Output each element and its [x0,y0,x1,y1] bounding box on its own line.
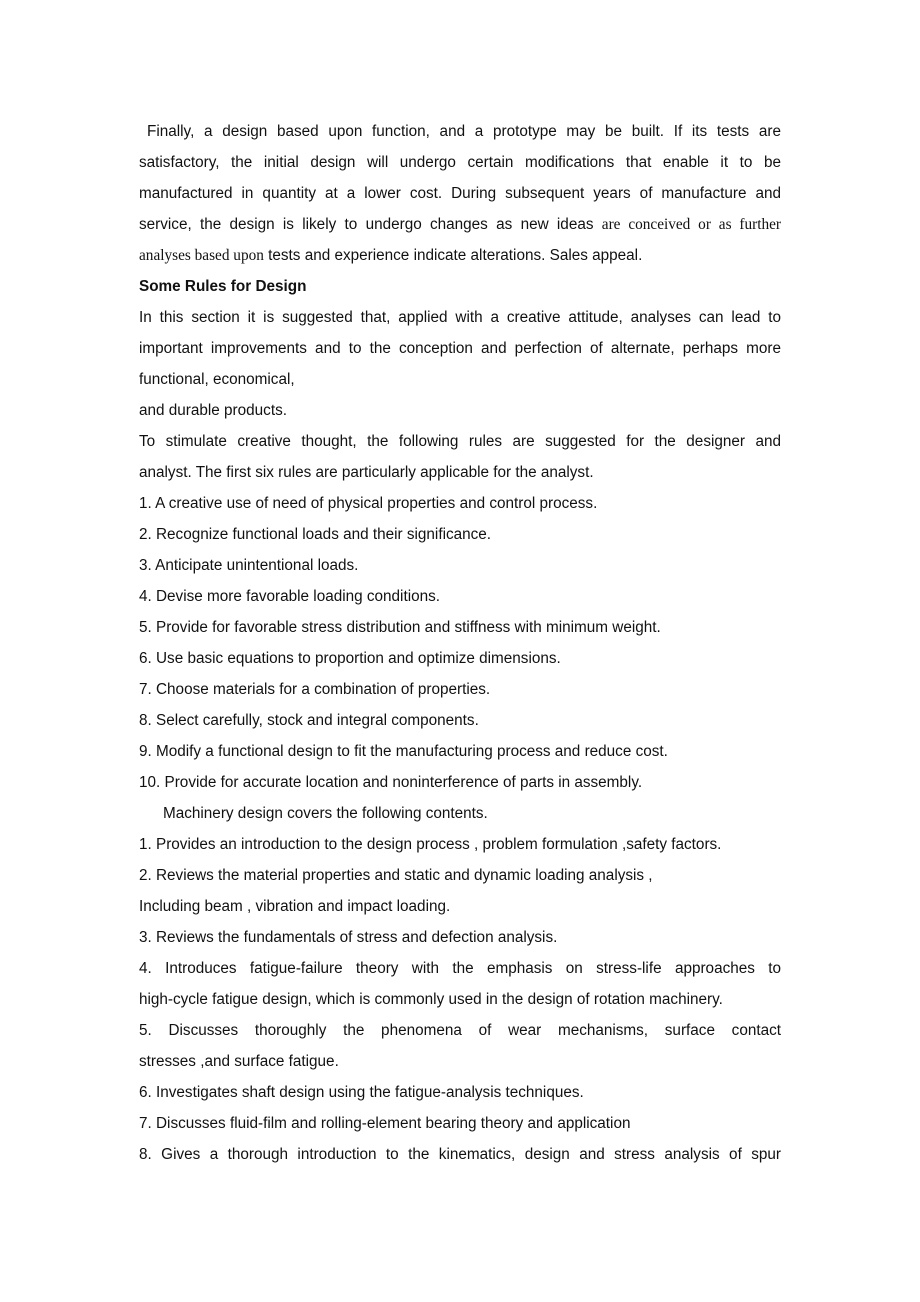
contents-2-b: Including beam , vibration and impact loading. [139,898,451,915]
intro-line-4-a: service, the design is likely to undergo changes as new ideas [139,216,594,233]
section-line-4: and durable products. [139,402,287,419]
section-line-2: important improvements and to the conception and perfection of alternate, perhaps more [139,340,781,357]
contents-5-a: 5. Discusses thoroughly the phenomena of wear mechanisms, surface contact [139,1022,781,1039]
contents-1: 1. Provides an introduction to the design process , problem formulation ,safety factors. [139,836,722,853]
contents-intro: Machinery design covers the following contents. [163,805,488,822]
intro-line-1: Finally, a design based upon function, and a prototype may be built. If its tests are [147,123,781,140]
contents-7: 7. Discusses fluid-film and rolling-element bearing theory and application [139,1115,631,1132]
intro-line-3: manufactured in quantity at a lower cost. During subsequent years of manufacture and [139,185,781,202]
contents-2-a: 2. Reviews the material properties and static and dynamic loading analysis , [139,867,653,884]
section-line-5: To stimulate creative thought, the following rules are suggested for the designer and [139,433,781,450]
document-page [139,116,781,1170]
section-line-6: analyst. The first six rules are particularly applicable for the analyst. [139,464,594,481]
rule-8: 8. Select carefully, stock and integral components. [139,712,479,729]
rule-5: 5. Provide for favorable stress distribution and stiffness with minimum weight. [139,619,661,636]
rule-1: 1. A creative use of need of physical properties and control process. [139,495,598,512]
contents-6: 6. Investigates shaft design using the fatigue-analysis techniques. [139,1084,584,1101]
intro-line-5-b: tests and experience indicate alterations. Sales appeal. [268,247,643,264]
rule-9: 9. Modify a functional design to fit the manufacturing process and reduce cost. [139,743,668,760]
contents-4-a: 4. Introduces fatigue-failure theory with the emphasis on stress-life approaches to [139,960,781,977]
section-heading: Some Rules for Design [139,278,307,295]
contents-3: 3. Reviews the fundamentals of stress and defection analysis. [139,929,558,946]
intro-line-5 [139,240,781,271]
intro-line-5-a: analyses based upon [139,247,264,264]
section-line-1: In this section it is suggested that, applied with a creative attitude, analyses can lead to [139,309,781,326]
intro-line-4 [139,209,781,240]
rule-10: 10. Provide for accurate location and noninterference of parts in assembly. [139,774,643,791]
rule-6: 6. Use basic equations to proportion and optimize dimensions. [139,650,561,667]
contents-4-b: high-cycle fatigue design, which is commonly used in the design of rotation machinery. [139,991,723,1008]
contents-8: 8. Gives a thorough introduction to the kinematics, design and stress analysis of spur [139,1146,781,1163]
intro-line-4-b: are conceived or as further [601,216,782,233]
intro-line-2: satisfactory, the initial design will undergo certain modifications that enable it to be [139,154,781,171]
section-line-3: functional, economical, [139,371,295,388]
rule-2: 2. Recognize functional loads and their significance. [139,526,492,543]
contents-5-b: stresses ,and surface fatigue. [139,1053,339,1070]
rule-7: 7. Choose materials for a combination of properties. [139,681,491,698]
rule-3: 3. Anticipate unintentional loads. [139,557,359,574]
rule-4: 4. Devise more favorable loading conditions. [139,588,441,605]
